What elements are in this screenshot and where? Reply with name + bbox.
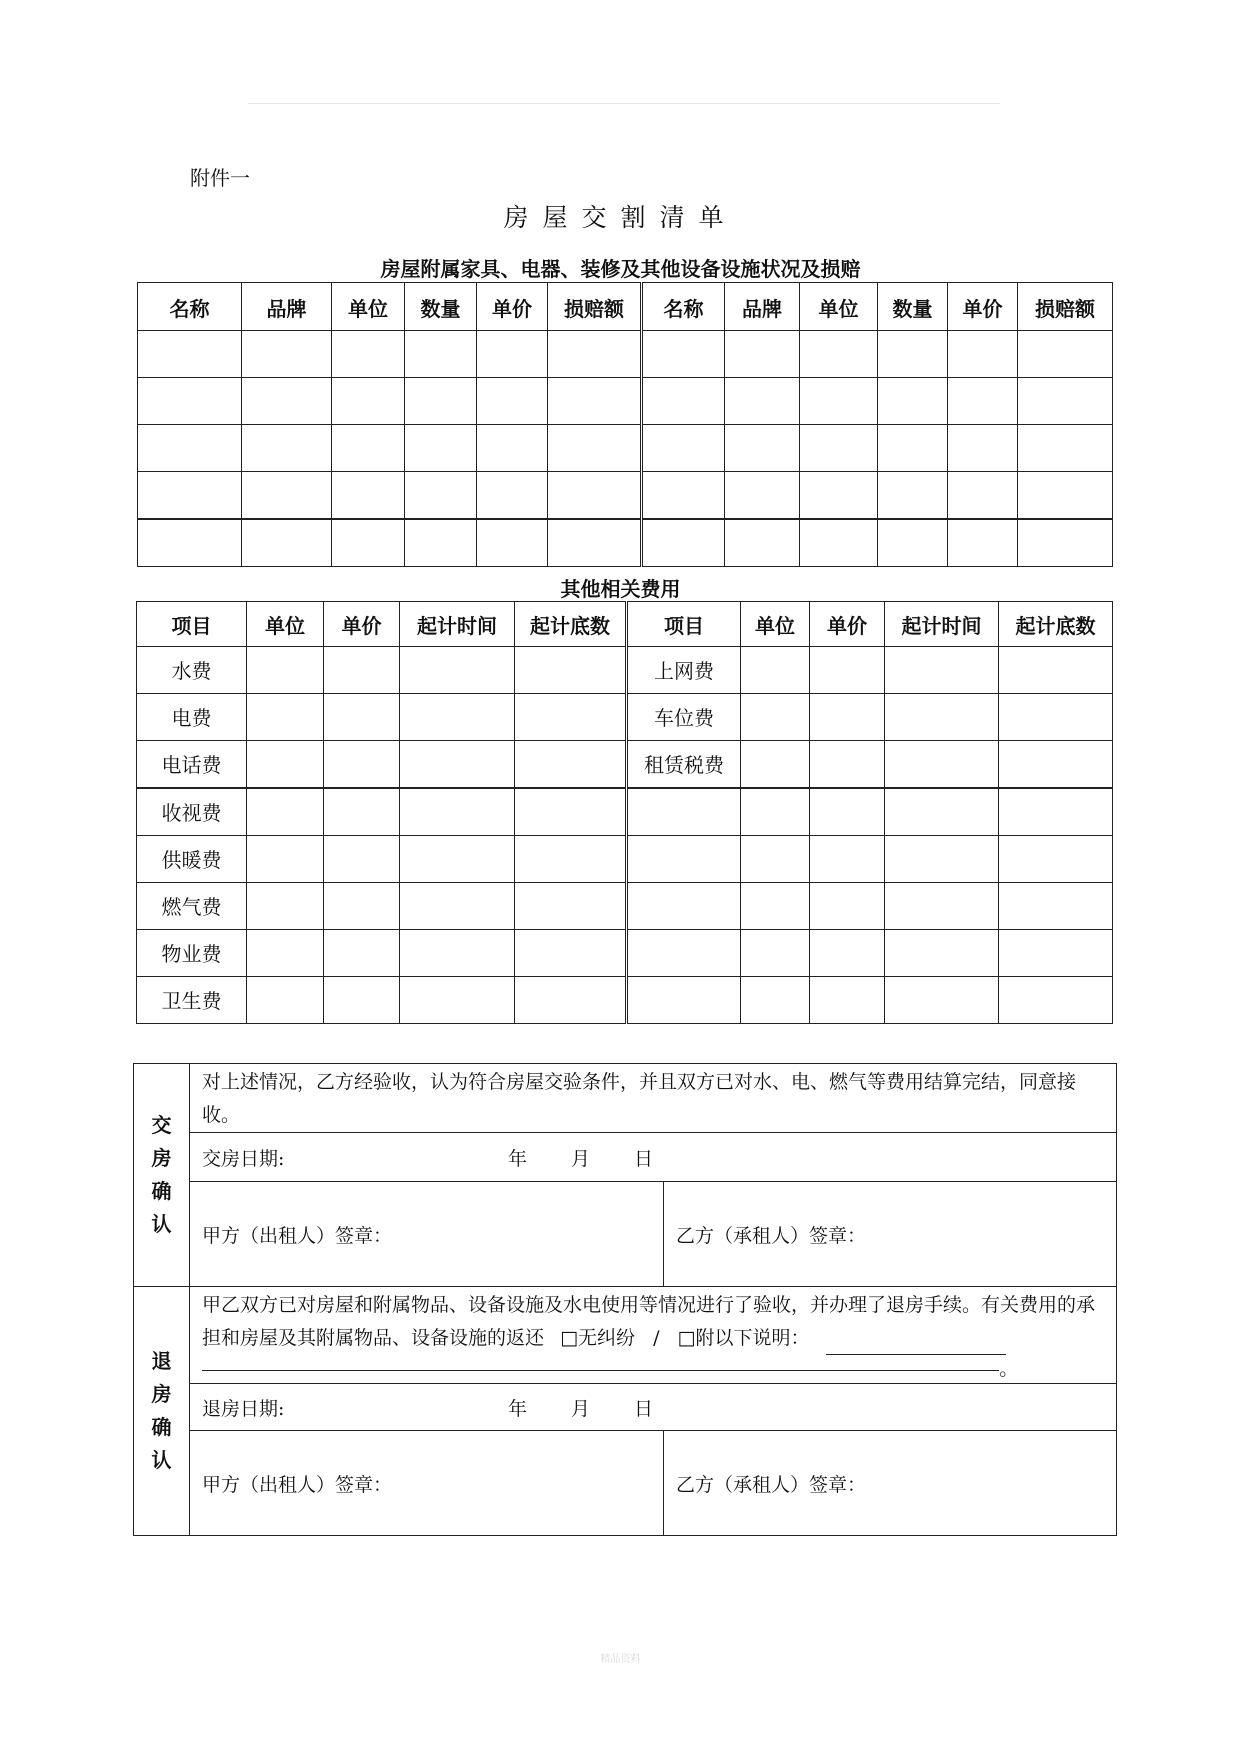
table-cell[interactable] (885, 836, 999, 883)
table-cell[interactable] (642, 472, 725, 520)
table-cell[interactable] (642, 331, 725, 378)
table-cell[interactable] (400, 741, 515, 789)
table-cell[interactable] (242, 331, 332, 378)
fee-item-label: 供暖费 (137, 836, 247, 883)
column-header: 名称 (642, 283, 725, 331)
column-header: 起计时间 (885, 602, 999, 647)
fee-item-label: 电费 (137, 694, 247, 741)
table-cell[interactable] (741, 788, 810, 836)
table-row (137, 694, 1113, 741)
table-cell[interactable] (548, 519, 642, 567)
table-cell[interactable] (477, 519, 548, 567)
table-cell[interactable] (515, 977, 627, 1024)
table-cell[interactable] (247, 788, 324, 836)
table-cell[interactable] (810, 930, 885, 977)
month-label: 月 (571, 1147, 591, 1170)
column-header: 单价 (324, 602, 400, 647)
column-header: 单价 (477, 283, 548, 331)
table-cell[interactable] (1018, 472, 1113, 520)
table-cell[interactable] (138, 425, 242, 472)
table-cell[interactable] (741, 977, 810, 1024)
table-cell[interactable] (477, 425, 548, 472)
end-mark: 。 (999, 1358, 1019, 1380)
furniture-damage-table (137, 282, 1113, 567)
table-row (138, 378, 1113, 425)
handover-confirm-label: 交房确认 (134, 1064, 190, 1287)
column-header: 单位 (741, 602, 810, 647)
table-cell[interactable] (515, 647, 627, 694)
table-cell[interactable] (324, 788, 400, 836)
column-header: 起计时间 (400, 602, 515, 647)
table-cell[interactable] (405, 425, 477, 472)
table-cell[interactable] (741, 930, 810, 977)
fee-item-label: 物业费 (137, 930, 247, 977)
table-cell[interactable] (885, 977, 999, 1024)
month-label: 月 (571, 1397, 591, 1420)
table-cell[interactable] (948, 425, 1018, 472)
table-cell[interactable] (247, 647, 324, 694)
column-header: 品牌 (725, 283, 800, 331)
fee-item-label: 收视费 (137, 788, 247, 836)
table-cell[interactable] (741, 647, 810, 694)
table-cell[interactable] (999, 788, 1113, 836)
other-fees-table (136, 601, 1113, 1024)
table-cell[interactable] (324, 930, 400, 977)
table-row (137, 883, 1113, 930)
column-header: 单价 (948, 283, 1018, 331)
table-cell[interactable] (477, 331, 548, 378)
table-cell[interactable] (324, 694, 400, 741)
table-cell[interactable] (885, 647, 999, 694)
date-label: 退房日期: (202, 1397, 285, 1420)
table-cell[interactable] (878, 425, 948, 472)
table-row (138, 519, 1113, 567)
fee-item-label: 租赁税费 (627, 741, 741, 789)
option-none-checkbox[interactable]: □无纠纷 (560, 1327, 636, 1349)
table-cell[interactable] (332, 425, 405, 472)
date-label: 交房日期: (202, 1147, 285, 1170)
column-header: 单位 (332, 283, 405, 331)
table-cell[interactable] (741, 836, 810, 883)
table-cell[interactable] (515, 883, 627, 930)
table-cell[interactable] (810, 977, 885, 1024)
table-cell[interactable] (477, 472, 548, 520)
fee-item-label: 车位费 (627, 694, 741, 741)
table-cell[interactable] (800, 331, 878, 378)
table-cell[interactable] (725, 378, 800, 425)
table-cell[interactable] (725, 331, 800, 378)
table-cell[interactable] (948, 331, 1018, 378)
table-cell[interactable] (332, 331, 405, 378)
handover-statement-row (134, 1064, 1117, 1133)
table-cell[interactable] (642, 425, 725, 472)
table-cell[interactable] (741, 694, 810, 741)
table-cell[interactable] (324, 977, 400, 1024)
table-cell[interactable] (242, 519, 332, 567)
table-cell[interactable] (1018, 425, 1113, 472)
column-header: 项目 (137, 602, 247, 647)
handover-lessor-signature[interactable]: 甲方（出租人）签章： (190, 1182, 664, 1287)
column-header: 单位 (247, 602, 324, 647)
table-cell[interactable] (725, 519, 800, 567)
page-title: 房屋交割清单 (503, 203, 738, 232)
page-footer: 精品资料 (600, 1654, 641, 1665)
table-cell[interactable] (324, 883, 400, 930)
table-cell[interactable] (477, 378, 548, 425)
table-cell[interactable] (999, 694, 1113, 741)
option-separator: / (653, 1327, 660, 1349)
table-cell[interactable] (885, 788, 999, 836)
table-cell[interactable] (515, 788, 627, 836)
table-cell[interactable] (885, 741, 999, 789)
table-cell[interactable] (247, 836, 324, 883)
table-row (137, 788, 1113, 836)
column-header: 数量 (405, 283, 477, 331)
column-header: 单价 (810, 602, 885, 647)
table-cell[interactable] (242, 378, 332, 425)
table-cell[interactable] (400, 977, 515, 1024)
table-cell[interactable] (247, 694, 324, 741)
table-cell[interactable] (405, 331, 477, 378)
table-cell[interactable] (138, 472, 242, 520)
table-header-row (138, 283, 1113, 331)
column-header: 项目 (627, 602, 741, 647)
table-cell[interactable] (741, 741, 810, 789)
table-cell[interactable] (324, 836, 400, 883)
handover-signature-row (134, 1182, 1117, 1287)
table-cell[interactable] (627, 930, 741, 977)
table-cell[interactable] (948, 519, 1018, 567)
handover-lessee-signature[interactable]: 乙方（承租人）签章： (664, 1182, 1117, 1287)
column-header: 品牌 (242, 283, 332, 331)
option-note-checkbox[interactable]: □附以下说明： (677, 1327, 810, 1349)
table-cell[interactable] (800, 472, 878, 520)
table-cell[interactable] (400, 883, 515, 930)
table-cell[interactable] (878, 331, 948, 378)
table-cell[interactable] (515, 694, 627, 741)
column-header: 起计底数 (999, 602, 1113, 647)
table-cell[interactable] (999, 883, 1113, 930)
table-row (137, 930, 1113, 977)
table-cell[interactable] (627, 977, 741, 1024)
table-cell[interactable] (548, 472, 642, 520)
checkout-statement (190, 1287, 1117, 1384)
table-cell[interactable] (948, 472, 1018, 520)
day-label: 日 (634, 1397, 654, 1420)
note-continuation-line[interactable] (202, 1369, 999, 1371)
table-cell[interactable] (515, 836, 627, 883)
table-cell[interactable] (627, 788, 741, 836)
page-header-rule (248, 103, 1000, 104)
fee-item-label: 水费 (137, 647, 247, 694)
table-cell[interactable] (400, 836, 515, 883)
table-cell[interactable] (642, 519, 725, 567)
table-cell[interactable] (885, 930, 999, 977)
table-cell[interactable] (878, 378, 948, 425)
table-cell[interactable] (515, 741, 627, 789)
table-cell[interactable] (999, 977, 1113, 1024)
column-header: 起计底数 (515, 602, 627, 647)
table-cell[interactable] (247, 977, 324, 1024)
fee-item-label: 燃气费 (137, 883, 247, 930)
handover-date-field[interactable] (190, 1133, 1117, 1182)
table-cell[interactable] (138, 378, 242, 425)
table-header-row (137, 602, 1113, 647)
checkout-date-row (134, 1384, 1117, 1431)
table-cell[interactable] (400, 930, 515, 977)
table-cell[interactable] (725, 472, 800, 520)
table-row (137, 647, 1113, 694)
year-label: 年 (508, 1147, 528, 1170)
table-cell[interactable] (548, 425, 642, 472)
table-cell[interactable] (247, 930, 324, 977)
checkout-lessee-signature[interactable]: 乙方（承租人）签章： (664, 1431, 1117, 1536)
table-cell[interactable] (242, 425, 332, 472)
table-cell[interactable] (878, 472, 948, 520)
checkout-signature-row (134, 1431, 1117, 1536)
table-cell[interactable] (548, 378, 642, 425)
table-cell[interactable] (324, 647, 400, 694)
table-cell[interactable] (247, 741, 324, 789)
column-header: 单位 (800, 283, 878, 331)
table-cell[interactable] (810, 741, 885, 789)
table-cell[interactable] (247, 883, 324, 930)
table-cell[interactable] (999, 647, 1113, 694)
table-cell[interactable] (885, 694, 999, 741)
table-row (137, 977, 1113, 1024)
table-row (138, 472, 1113, 520)
table-cell[interactable] (800, 519, 878, 567)
table-cell[interactable] (810, 883, 885, 930)
table-row (137, 741, 1113, 789)
table-cell[interactable] (1018, 378, 1113, 425)
table-cell[interactable] (1018, 331, 1113, 378)
table-cell[interactable] (725, 425, 800, 472)
confirmation-table (133, 1063, 1117, 1536)
checkout-lessor-signature[interactable]: 甲方（出租人）签章： (190, 1431, 664, 1536)
table-cell[interactable] (324, 741, 400, 789)
handover-statement: 对上述情况，乙方经验收，认为符合房屋交验条件，并且双方已对水、电、燃气等费用结算完结，同意接收。 (190, 1064, 1117, 1133)
table-cell[interactable] (948, 378, 1018, 425)
checkout-confirm-label: 退房确认 (134, 1287, 190, 1536)
table-cell[interactable] (642, 378, 725, 425)
table-cell[interactable] (810, 694, 885, 741)
day-label: 日 (634, 1147, 654, 1170)
table-cell[interactable] (810, 647, 885, 694)
checkout-statement-text: 甲乙双方已对房屋和附属物品、设备设施及水电使用等情况进行了验收，并办理了退房手续。有关费用的承担和房屋及其附属物品、设备设施的返还 (202, 1294, 1096, 1349)
column-header: 损赔额 (548, 283, 642, 331)
checkout-date-field[interactable] (190, 1384, 1117, 1431)
table-cell[interactable] (999, 930, 1113, 977)
table-cell[interactable] (885, 883, 999, 930)
table-cell[interactable] (405, 472, 477, 520)
table-cell[interactable] (999, 741, 1113, 789)
fee-item-label: 卫生费 (137, 977, 247, 1024)
checkout-statement-row (134, 1287, 1117, 1384)
table-cell[interactable] (741, 883, 810, 930)
table-cell[interactable] (1018, 519, 1113, 567)
table-cell[interactable] (800, 378, 878, 425)
year-label: 年 (508, 1397, 528, 1420)
table-row (137, 836, 1113, 883)
table-cell[interactable] (405, 378, 477, 425)
column-header: 数量 (878, 283, 948, 331)
table-cell[interactable] (400, 788, 515, 836)
table-cell[interactable] (548, 331, 642, 378)
table-row (138, 425, 1113, 472)
table-cell[interactable] (999, 836, 1113, 883)
table-cell[interactable] (138, 331, 242, 378)
section-fees-title: 其他相关费用 (560, 577, 681, 601)
table-cell[interactable] (332, 519, 405, 567)
table-cell[interactable] (800, 425, 878, 472)
table-cell[interactable] (627, 836, 741, 883)
section-furniture-title: 房屋附属家具、电器、装修及其他设备设施状况及损赔 (380, 257, 861, 281)
table-row (138, 331, 1113, 378)
table-cell[interactable] (242, 472, 332, 520)
column-header: 名称 (138, 283, 242, 331)
fee-item-label: 电话费 (137, 741, 247, 789)
table-cell[interactable] (878, 519, 948, 567)
table-cell[interactable] (405, 519, 477, 567)
table-cell[interactable] (400, 647, 515, 694)
fee-item-label: 上网费 (627, 647, 741, 694)
table-cell[interactable] (810, 836, 885, 883)
table-cell[interactable] (627, 883, 741, 930)
column-header: 损赔额 (1018, 283, 1113, 331)
table-cell[interactable] (332, 378, 405, 425)
note-blank-line[interactable] (826, 1334, 1006, 1355)
table-cell[interactable] (138, 519, 242, 567)
table-cell[interactable] (515, 930, 627, 977)
table-cell[interactable] (332, 472, 405, 520)
table-cell[interactable] (810, 788, 885, 836)
attachment-label: 附件一 (190, 166, 250, 190)
table-cell[interactable] (400, 694, 515, 741)
handover-date-row (134, 1133, 1117, 1182)
